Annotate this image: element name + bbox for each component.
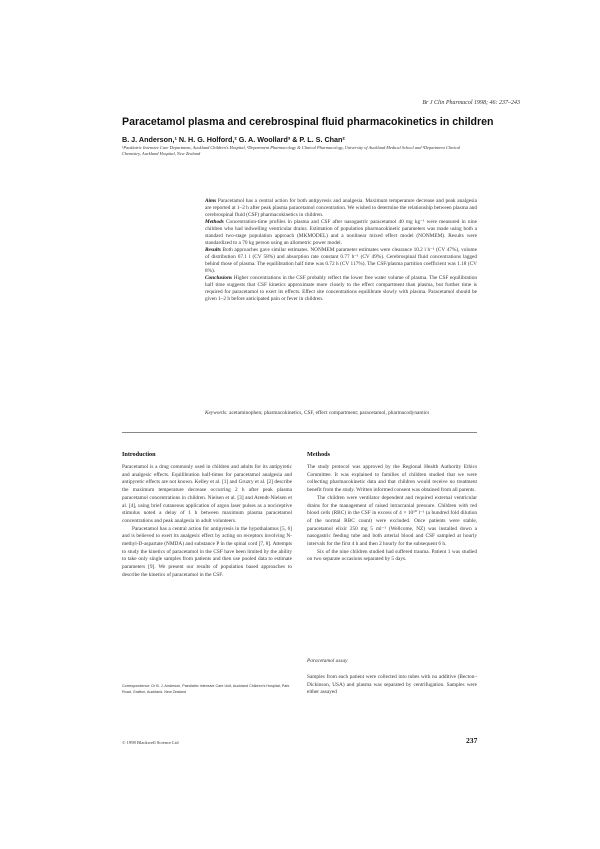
affiliations: ¹Paediatric Intensive Care Department, Auckland Children's Hospital, ²Department Pharmacology & Clinical Pharmacology, University of Auckland Medical School and ³Department Clinical Chemistry, Auckland Hospital, New Zealand [122,145,461,157]
paper-title: Paracetamol plasma and cerebrospinal fluid pharmacokinetics in children [122,116,494,128]
page-number: 237 [466,736,478,745]
abstract-results [205,247,477,275]
methods-label: Methods [205,219,224,225]
results-label: Results [205,247,221,253]
abstract-aims [205,198,477,219]
methods-body [307,464,477,564]
introduction-paragraph-2: Paracetamol has a central action for antipyresis in the hypothalamus [5, 6] and is believed to exert its analgesic effect by acting on receptors involving N-methyl-D-aspartate (NMDA) and substance P in the spinal cord [7, 8]. Attempts to study the kinetics of paracetamol in the CSF have been limited by the ability to take only single samples from patients and then use pooled data to estimate parameters [9]. We present our results of population based approaches to describe the kinetics of paracetamol in the CSF. [122,525,292,578]
assay-subheading: Paracetamol assay [307,658,348,664]
results-text: Both approaches gave similar estimates. NONMEM parameter estimates were clearance 10.2 l h⁻¹ (CV 47%), volume of distribution 67.1 l (CV 58%) and absorption rate constant 0.77 h⁻¹ (CV 49%). Cerebrospinal fluid concentrations lagged behind those of plasma. The equilibration half time was 0.72 h (CV 117%). The CSF/plasma partition coefficient was 1.18 (CV 8%). [205,247,477,274]
introduction-paragraph-1: Paracetamol is a drug commonly used in children and adults for its antipyretic and analgesic effects. Equilibration half-times for paracetamol analgesia and antipyretic effects are not known. Kelley et al. [1] and Gruzry et al. [2] describe the maximum temperature decrease occurring 2 h after peak plasma paracetamol concentrations in children. Nielsen et al. [3] and Arendt-Nielsen et al. [4], using brief cutaneous application of argon laser pulses as a nociceptive stimulus noted a delay of 1 h between maximum plasma paracetamol concentrations and peak analgesia in adult volunteers. [122,464,292,524]
aims-label: Aims [205,198,217,204]
methods-paragraph-3: Six of the nine children studied had suffered trauma. Patient 1 was studied on two separate occasions separated by 5 days. [307,548,477,563]
section-divider [122,432,477,433]
keywords [205,410,477,417]
correspondence-note: Correspondence: Dr B. J. Anderson, Paediatric Intensive Care Unit, Auckland Children's Hospital, Park Road, Grafton, Auckland, New Zealand [122,684,290,694]
introduction-heading: Introduction [122,451,156,458]
keywords-label: Keywords: [205,410,228,416]
abstract-methods [205,219,477,247]
assay-body [307,674,477,697]
aims-text: Paracetamol has a central action for both antipyresis and analgesia. Maximum temperature decrease and peak analgesia are reported at 1–2 h after peak plasma paracetamol concentration. We wished to determine the relationship between plasma and cerebrospinal fluid (CSF) pharmacokinetics in children. [205,198,478,218]
author-list: B. J. Anderson,¹ N. H. G. Holford,² G. A. Woollard³ & P. L. S. Chan² [122,135,345,144]
copyright-notice: © 1998 Blackwell Science Ltd [122,740,179,745]
methods-paragraph-2: The children were ventilator dependent and required external ventricular drains for the management of raised intracranial pressure. Children with red blood cells (RBC) in the CSF in excess of 4 × 10¹⁰ l⁻¹ (a hundred fold dilution of the normal RBC count) were excluded. Once patients were stable, paracetamol elixir 250 mg 5 ml⁻¹ (Wellcome, NZ) was installed down a nasogastric feeding tube and both arterial blood and CSF sampled at hourly intervals for the first 4 h and then 2 hourly for the subsequent 6 h. [307,494,477,548]
journal-reference: Br J Clin Pharmacol 1998; 46: 237–243 [422,100,520,106]
conclusions-text: Higher concentrations in the CSF probably reflect the lower free water volume of plasma. The CSF equilibration half time suggests that CSF kinetics approximate more closely to the effect compartment than plasma, but further time is required for paracetamol to exert its effects. Effect site concentrations equilibrate slowly with plasma. Paracetamol should be given 1–2 h before anticipated pain or fever in children. [205,275,478,302]
methods-text: Concentration-time profiles in plasma and CSF after nasogastric paracetamol 40 mg kg⁻¹ were measured in nine children who had indwelling ventricular drains. Estimation of population pharmacokinetic parameters was made using both a standard two-stage population approach (MKMODEL) and a nonlinear mixed effect model (NONMEM). Results were standardized to a 70 kg person using an allometric power model. [205,219,477,246]
abstract-conclusions [205,275,477,303]
methods-paragraph-4: Samples from each patient were collected into tubes with no additive (Becton–Dickinson, USA) and plasma was separated by centrifugation. Samples were either assayed [307,674,477,696]
conclusions-label: Conclusions [205,275,233,281]
methods-heading: Methods [307,451,331,458]
keywords-text: acetaminophen; pharmacokinetics, CSF, effect compartment; paracetamol, pharmacodynamics [229,410,430,416]
introduction-body [122,464,292,580]
abstract [205,198,477,303]
methods-paragraph-1: The study protocol was approved by the Regional Health Authority Ethics Committee. It was explained to families of children studied that we were collecting pharmacokinetic data and that children would receive no treatment benefit from the study. Written informed consent was obtained from all parents. [307,464,477,494]
